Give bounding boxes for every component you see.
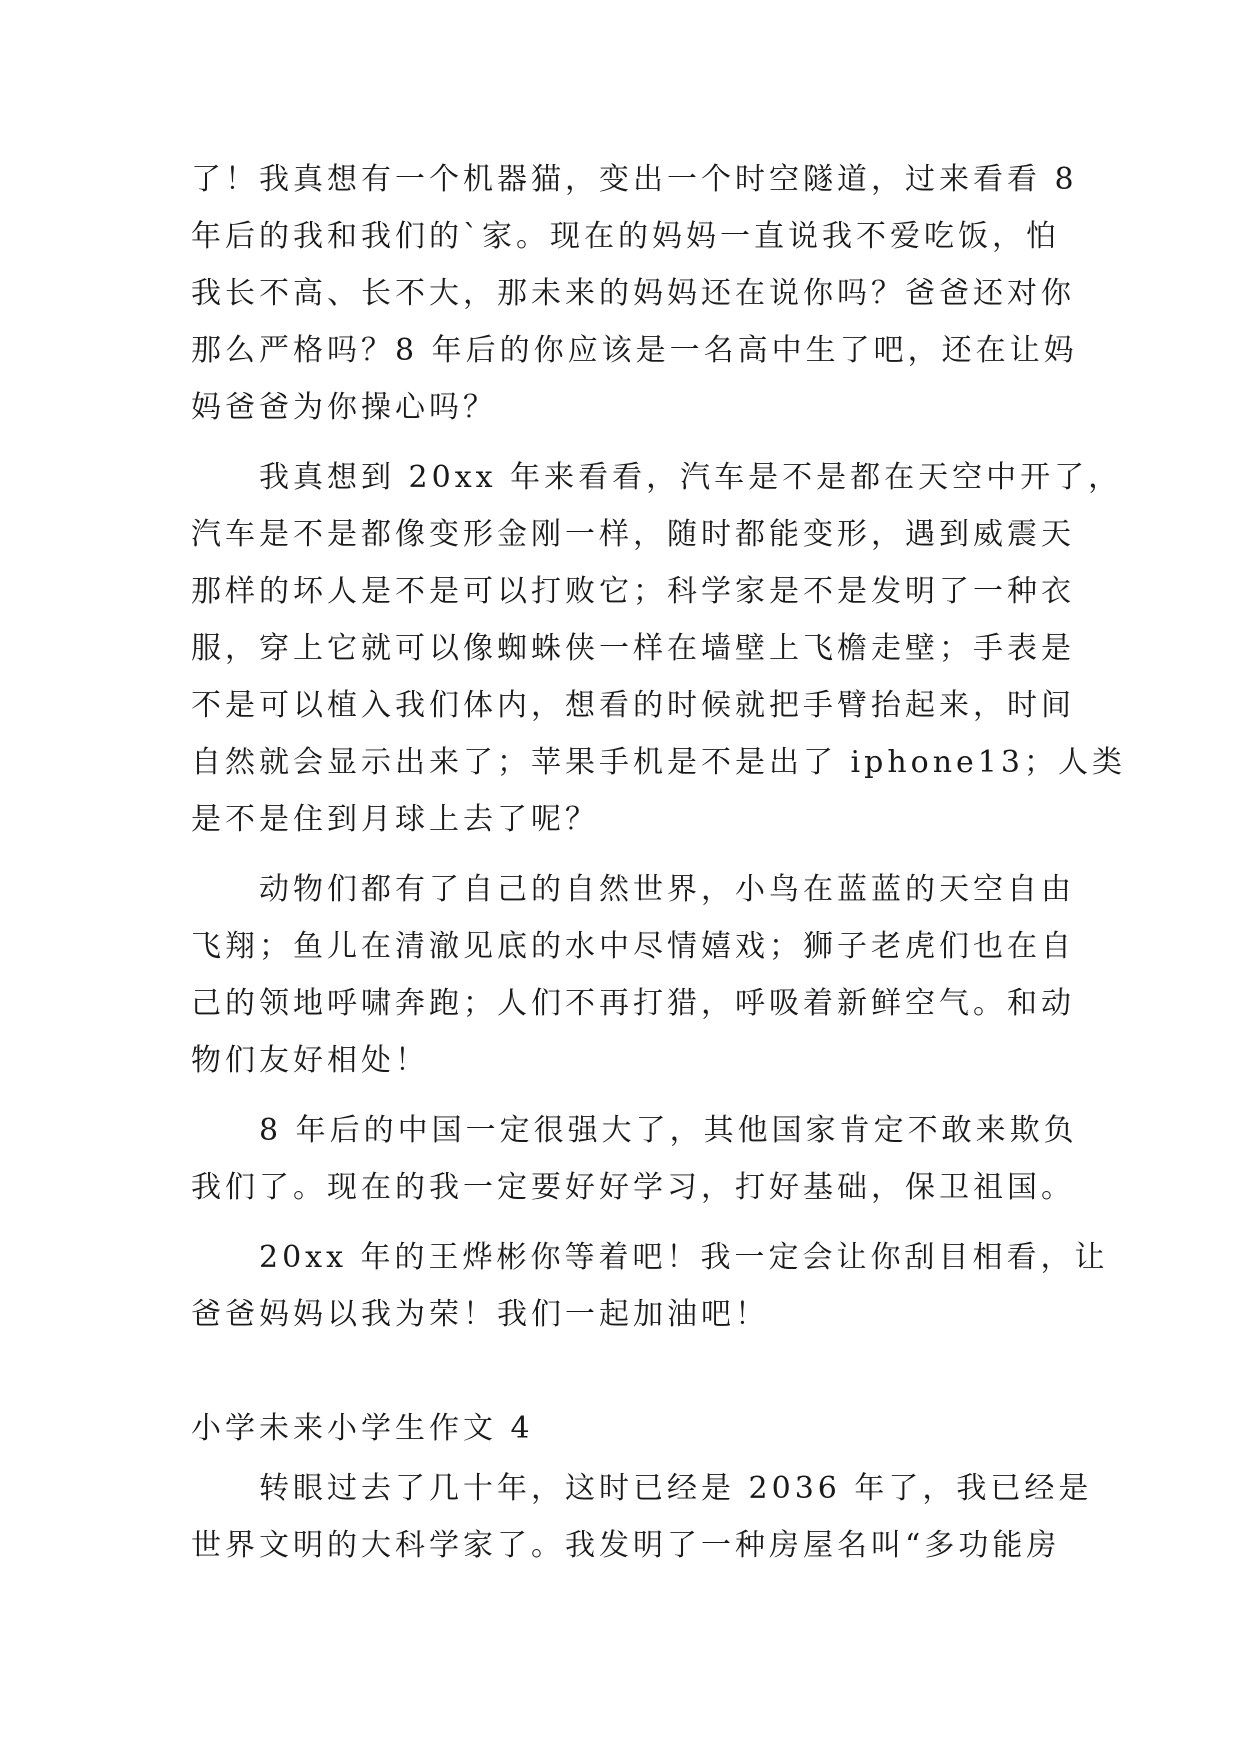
text-line: 爸爸妈妈以我为荣！我们一起加油吧！ <box>191 1297 769 1332</box>
text-line: 我们了。现在的我一定要好好学习，打好基础，保卫祖国。 <box>191 1170 1075 1205</box>
section-heading: 小学未来小学生作文 4 <box>191 1411 534 1446</box>
text-line: 己的领地呼啸奔跑；人们不再打猎，呼吸着新鲜空气。和动 <box>191 986 1075 1021</box>
text-line: 那样的坏人是不是可以打败它；科学家是不是发明了一种衣 <box>191 574 1075 609</box>
text-line: 世界文明的大科学家了。我发明了一种房屋名叫“多功能房 <box>191 1528 1061 1563</box>
text-line: 动物们都有了自己的自然世界，小鸟在蓝蓝的天空自由 <box>191 872 1075 907</box>
text-line: 汽车是不是都像变形金刚一样，随时都能变形，遇到威震天 <box>191 517 1075 552</box>
text-line: 了！我真想有一个机器猫，变出一个时空隧道，过来看看 8 <box>191 162 1078 197</box>
text-line: 服，穿上它就可以像蜘蛛侠一样在墙壁上飞檐走壁；手表是 <box>191 631 1075 666</box>
text-line: 妈爸爸为你操心吗？ <box>191 390 497 425</box>
text-line: 转眼过去了几十年，这时已经是 2036 年了，我已经是 <box>191 1471 1093 1506</box>
text-line: 物们友好相处！ <box>191 1043 429 1078</box>
text-line: 那么严格吗？8 年后的你应该是一名高中生了吧，还在让妈 <box>191 333 1078 368</box>
text-line: 飞翔；鱼儿在清澈见底的水中尽情嬉戏；狮子老虎们也在自 <box>191 929 1075 964</box>
text-line: 自然就会显示出来了；苹果手机是不是出了 iphone13；人类 <box>191 745 1126 780</box>
text-line: 我真想到 20xx 年来看看，汽车是不是都在天空中开了， <box>191 460 1123 495</box>
text-line: 是不是住到月球上去了呢？ <box>191 802 599 837</box>
text-line: 不是可以植入我们体内，想看的时候就把手臂抬起来，时间 <box>191 688 1075 723</box>
text-line: 8 年后的中国一定很强大了，其他国家肯定不敢来欺负 <box>191 1113 1078 1148</box>
text-line: 我长不高、长不大，那未来的妈妈还在说你吗？爸爸还对你 <box>191 276 1075 311</box>
text-line: 20xx 年的王烨彬你等着吧！我一定会让你刮目相看，让 <box>191 1240 1109 1275</box>
text-line: 年后的我和我们的`家。现在的妈妈一直说我不爱吃饭，怕 <box>191 219 1060 254</box>
